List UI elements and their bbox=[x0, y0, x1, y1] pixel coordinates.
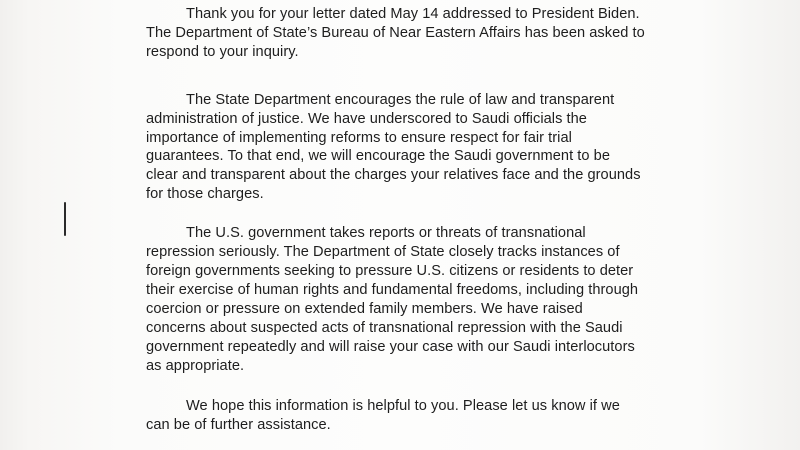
text-line: as appropriate. bbox=[146, 357, 245, 374]
text-line: administration of justice. We have underscored to Saudi officials the bbox=[146, 110, 587, 127]
text-line: Thank you for your letter dated May 14 addressed to President Biden. bbox=[186, 6, 640, 22]
text-line: guarantees. To that end, we will encourage the Saudi government to be bbox=[146, 148, 610, 165]
text-line: coercion or pressure on extended family members. We have raised bbox=[146, 300, 583, 317]
text-line: The State Department encourages the rule of law and transparent bbox=[186, 91, 615, 108]
text-line: concerns about suspected acts of transnational repression with the Saudi bbox=[146, 319, 623, 336]
text-line: can be of further assistance. bbox=[146, 417, 331, 434]
paragraph-transnational-repression bbox=[146, 224, 666, 375]
text-line: for those charges. bbox=[146, 186, 264, 203]
text-line: clear and transparent about the charges your relatives face and the grounds bbox=[146, 167, 641, 184]
paragraph-thank-you bbox=[146, 5, 666, 62]
text-line: foreign governments seeking to pressure U.S. citizens or residents to deter bbox=[146, 262, 634, 279]
text-line: importance of implementing reforms to ensure respect for fair trial bbox=[146, 129, 572, 146]
text-line: repression seriously. The Department of State closely tracks instances of bbox=[146, 244, 620, 261]
letter-body bbox=[146, 5, 666, 435]
margin-pen-mark bbox=[64, 202, 66, 236]
paragraph-closing bbox=[146, 397, 666, 435]
text-line: government repeatedly and will raise your case with our Saudi interlocutors bbox=[146, 338, 635, 355]
text-line: The Department of State’s Bureau of Near Eastern Affairs has been asked to bbox=[146, 24, 645, 41]
text-line: The U.S. government takes reports or threats of transnational bbox=[186, 225, 586, 242]
text-line: their exercise of human rights and fundamental freedoms, including through bbox=[146, 281, 639, 298]
paragraph-rule-of-law bbox=[146, 91, 666, 204]
text-line: We hope this information is helpful to you. Please let us know if we bbox=[186, 398, 620, 415]
text-line: respond to your inquiry. bbox=[146, 43, 299, 60]
